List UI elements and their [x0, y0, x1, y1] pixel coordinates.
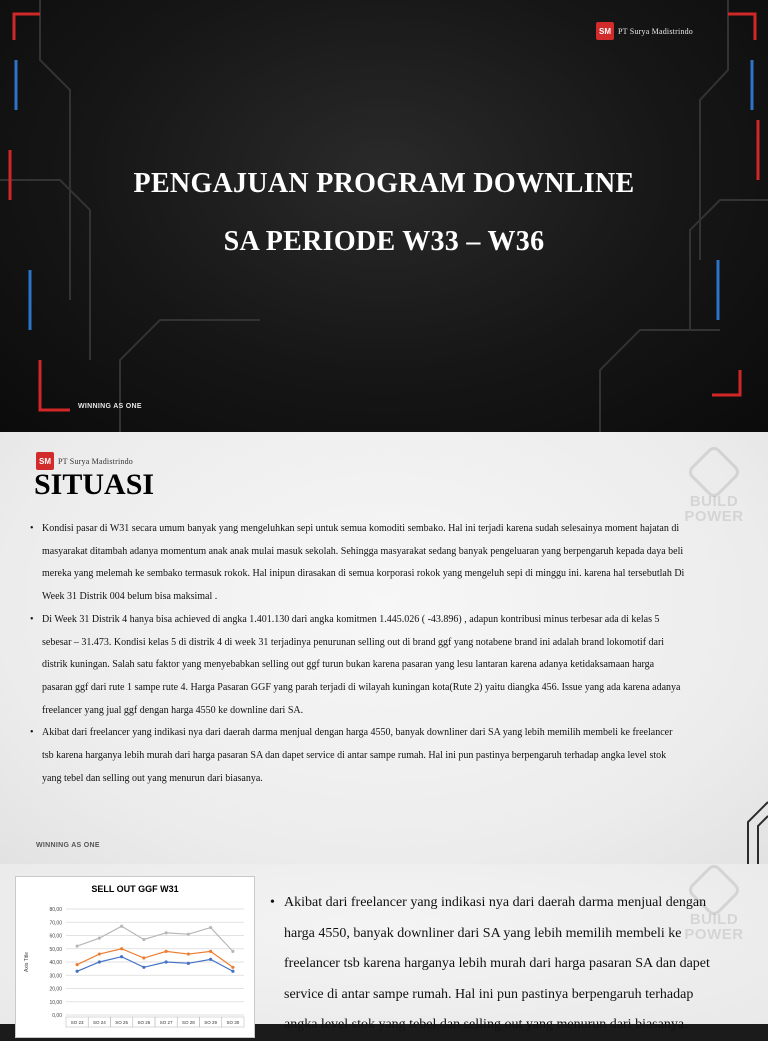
y-tick-label: 70,00: [49, 920, 62, 927]
chart-slide: [0, 864, 768, 1032]
build-power-watermark: [672, 452, 756, 524]
y-tick-label: 0,00: [52, 1013, 62, 1019]
slide-title: SITUASI: [34, 468, 155, 501]
data-point: [187, 952, 190, 955]
watermark-line-2: POWER: [684, 508, 744, 525]
bullet-item: • Kondisi pasar di W31 secara umum banyak yang mengeluhkan sepi untuk semua komoditi sembako. Hal ini terjadi karena sudah selesainya moment hajatan di masyarakat ditambah adanya momentum anak anak mulai masuk sekolah. Sehingga masyarakat sedang banyak pengeluaran yang berpengaruh kepada daya beli mereka yang melemah ke sembako termasuk rokok. Hal inipun dirasakan di semua korporasi rokok yang mengeluh sepi di minggu ini. karena hal tersebutlah Di Week 31 Distrik 004 belum bisa maksimal .: [30, 518, 685, 609]
circuit-decoration: [0, 0, 768, 432]
y-tick-label: 10,00: [49, 999, 62, 1006]
data-point: [165, 950, 168, 953]
data-point: [231, 950, 234, 953]
x-tick-label: SO 27: [159, 1020, 173, 1025]
data-point: [142, 966, 145, 969]
line-chart: [16, 877, 254, 1037]
x-tick-label: SO 23: [70, 1020, 84, 1025]
y-tick-label: 60,00: [49, 933, 62, 940]
data-point: [165, 931, 168, 934]
data-point: [209, 926, 212, 929]
data-point: [120, 955, 123, 958]
data-point: [76, 970, 79, 973]
data-point: [120, 947, 123, 950]
data-point: [98, 937, 101, 940]
y-tick-label: 50,00: [49, 946, 62, 953]
data-point: [76, 945, 79, 948]
data-point: [142, 956, 145, 959]
data-point: [231, 970, 234, 973]
data-point: [142, 938, 145, 941]
x-tick-label: SO 29: [204, 1020, 218, 1025]
watermark-line-1: BUILD: [689, 493, 739, 510]
logo-mark-icon: SM: [36, 452, 54, 470]
tagline: WINNING AS ONE: [78, 403, 142, 410]
y-tick-label: 20,00: [49, 986, 62, 993]
y-tick-label: 30,00: [49, 973, 62, 980]
corner-decoration: [728, 792, 768, 864]
data-point: [209, 950, 212, 953]
x-tick-label: SO 24: [92, 1020, 106, 1025]
data-point: [98, 960, 101, 963]
slide-title-line-1: PENGAJUAN PROGRAM DOWNLINE: [133, 168, 635, 199]
y-tick-label: 80,00: [49, 907, 62, 913]
x-tick-label: SO 26: [137, 1020, 151, 1025]
data-point: [187, 962, 190, 965]
sell-out-chart: [15, 876, 255, 1038]
y-axis-label: Axis Title: [24, 951, 30, 973]
bullet-item: • Akibat dari freelancer yang indikasi nya dari daerah darma menjual dengan harga 4550, banyak downliner dari SA yang lebih memilih membeli ke freelancer tsb karena harganya lebih murah dari harga pasaran SA dan dapet service di antar sampe rumah. Hal ini pun pastinya berpengaruh terhadap angka level stok yang tebel dan selling out yang menurun dari biasanya.: [30, 722, 685, 790]
x-tick-label: SO 25: [115, 1020, 129, 1025]
build-power-icon: [686, 444, 743, 501]
data-point: [76, 963, 79, 966]
watermark-line-2: POWER: [684, 926, 744, 943]
company-name: PT Surya Madistrindo: [58, 456, 133, 466]
y-tick-label: 40,00: [49, 960, 62, 966]
data-point: [231, 966, 234, 969]
bullet-item: • Di Week 31 Distrik 4 hanya bisa achieved di angka 1.401.130 dari angka komitmen 1.445.026 ( -43.896) , adapun kontribusi minus terbesar ada di kelas 5 sebesar – 31.473. Kondisi kelas 5 di distrik 4 di week 31 terjadinya penurunan selling out di brand ggf yang notabene brand ini adalah brand lokomotif dari distrik kuningan. Salah satu faktor yang menyebabkan selling out ggf turun bukan karena pasaran yang lesu lantaran karena adanya ketidaksamaan harga pasaran ggf dari rute 1 sampe rute 4. Harga Pasaran GGF yang parah terjadi di wilayah kuningan kota(Rute 2) yaitu diangka 456. Issue yang ada karena adanya freelancer yang jual ggf dengan harga 4550 ke downline dari SA.: [30, 609, 685, 723]
tagline: WINNING AS ONE: [36, 842, 100, 849]
situasi-slide: [0, 432, 768, 864]
slide-title-line-2: SA PERIODE W33 – W36: [223, 226, 545, 257]
company-name: PT Surya Madistrindo: [618, 26, 693, 36]
logo-mark-icon: SM: [596, 22, 614, 40]
company-logo: [596, 22, 693, 40]
x-tick-label: SO 28: [181, 1020, 195, 1025]
slide3-bullet-list: [270, 888, 710, 1041]
data-point: [98, 952, 101, 955]
watermark-line-1: BUILD: [689, 911, 739, 928]
chart-title: SELL OUT GGF W31: [91, 884, 179, 894]
data-point: [165, 960, 168, 963]
data-point: [120, 925, 123, 928]
x-tick-label: SO 30: [226, 1020, 240, 1025]
bullet-item: • Akibat dari freelancer yang indikasi nya dari daerah darma menjual dengan harga 4550, banyak downliner dari SA yang lebih memilih membeli ke freelancer tsb karena harganya lebih murah dari harga pasaran SA dan dapet service di antar sampe rumah. Hal ini pun pastinya berpengaruh terhadap angka level stok yang tebel dan selling out yang menurun dari biasanya.: [270, 888, 710, 1041]
data-point: [209, 958, 212, 961]
title-slide: [0, 0, 768, 432]
situasi-bullet-list: [30, 518, 685, 790]
data-point: [187, 933, 190, 936]
